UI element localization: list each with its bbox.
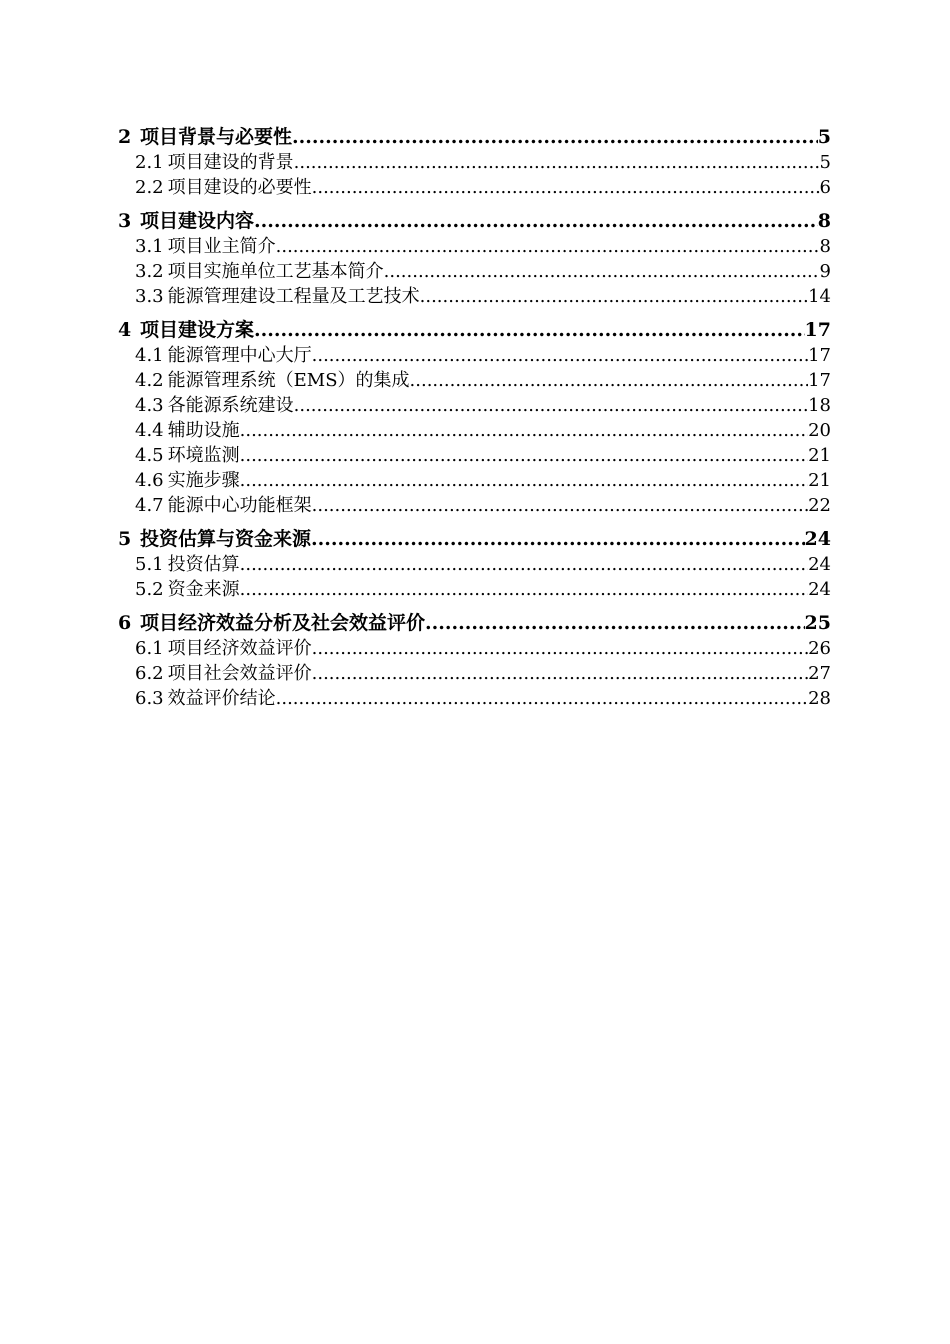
toc-entry-3[interactable] — [118, 208, 831, 234]
toc-page-number: 17 — [808, 345, 831, 366]
toc-entry-title: 4.7 能源中心功能框架 — [135, 495, 312, 516]
toc-page-number: 28 — [808, 688, 831, 709]
toc-page-number: 14 — [808, 286, 831, 307]
toc-page-number: 27 — [808, 663, 831, 684]
toc-entry-5-2[interactable] — [118, 577, 831, 602]
dot-leader — [312, 493, 808, 518]
toc-entry-6[interactable] — [118, 610, 831, 636]
toc-entry-6-3[interactable] — [118, 686, 831, 711]
toc-page-number: 17 — [808, 370, 831, 391]
dot-leader — [240, 468, 808, 493]
dot-leader — [240, 577, 808, 602]
dot-leader — [240, 552, 808, 577]
dot-leader — [312, 343, 808, 368]
toc-entry-4-2[interactable] — [118, 368, 831, 393]
toc-entry-title: 6.1 项目经济效益评价 — [135, 638, 312, 659]
toc-entry-5[interactable] — [118, 526, 831, 552]
toc-entry-4-7[interactable] — [118, 493, 831, 518]
toc-entry-4-5[interactable] — [118, 443, 831, 468]
toc-entry-title: 4.3 各能源系统建设 — [135, 395, 294, 416]
toc-entry-4-3[interactable] — [118, 393, 831, 418]
toc-entry-title: 2.1 项目建设的背景 — [135, 152, 294, 173]
toc-entry-title: 4.2 能源管理系统（EMS）的集成 — [135, 370, 410, 391]
toc-page-number: 9 — [819, 261, 831, 282]
toc-entry-title: 4 项目建设方案 — [118, 319, 255, 341]
dot-leader — [420, 284, 808, 309]
toc-page-number: 26 — [808, 638, 831, 659]
toc-page-number: 8 — [817, 210, 831, 232]
toc-page-number: 22 — [808, 495, 831, 516]
toc-page-number: 25 — [804, 612, 831, 634]
toc-page-number: 5 — [817, 126, 831, 148]
toc-entry-title: 2 项目背景与必要性 — [118, 126, 293, 148]
dot-leader — [240, 443, 808, 468]
toc-entry-6-1[interactable] — [118, 636, 831, 661]
toc-page-number: 5 — [819, 152, 831, 173]
dot-leader — [276, 686, 808, 711]
toc-entry-title: 3.3 能源管理建设工程量及工艺技术 — [135, 286, 420, 307]
toc-page-number: 21 — [808, 445, 831, 466]
dot-leader — [294, 393, 808, 418]
toc-entry-2-2[interactable] — [118, 175, 831, 200]
dot-leader — [410, 368, 809, 393]
toc-page-number: 18 — [808, 395, 831, 416]
dot-leader — [254, 208, 818, 234]
toc-entry-4[interactable] — [118, 317, 831, 343]
toc-entry-4-4[interactable] — [118, 418, 831, 443]
toc-entry-title: 5.2 资金来源 — [135, 579, 240, 600]
toc-entry-title: 4.1 能源管理中心大厅 — [135, 345, 312, 366]
toc-page-number: 8 — [819, 236, 831, 257]
dot-leader — [294, 150, 820, 175]
toc-entry-title: 3.2 项目实施单位工艺基本简介 — [135, 261, 384, 282]
dot-leader — [254, 317, 805, 343]
dot-leader — [311, 526, 805, 552]
toc-page-number: 20 — [808, 420, 831, 441]
toc-page-number: 17 — [804, 319, 831, 341]
dot-leader — [312, 661, 808, 686]
toc-entry-title: 3 项目建设内容 — [118, 210, 255, 232]
dot-leader — [292, 124, 818, 150]
toc-entry-4-6[interactable] — [118, 468, 831, 493]
toc-entry-title: 6 项目经济效益分析及社会效益评价 — [118, 612, 426, 634]
toc-entry-title: 5.1 投资估算 — [135, 554, 240, 575]
toc-entry-3-1[interactable] — [118, 234, 831, 259]
toc-entry-title: 5 投资估算与资金来源 — [118, 528, 312, 550]
toc-entry-title: 6.3 效益评价结论 — [135, 688, 276, 709]
table-of-contents — [118, 124, 831, 711]
toc-page-number: 6 — [819, 177, 831, 198]
dot-leader — [384, 259, 820, 284]
dot-leader — [425, 610, 805, 636]
toc-entry-3-3[interactable] — [118, 284, 831, 309]
toc-page-number: 21 — [808, 470, 831, 491]
toc-entry-5-1[interactable] — [118, 552, 831, 577]
toc-entry-title: 6.2 项目社会效益评价 — [135, 663, 312, 684]
toc-page-number: 24 — [808, 579, 831, 600]
toc-entry-title: 2.2 项目建设的必要性 — [135, 177, 312, 198]
toc-entry-2-1[interactable] — [118, 150, 831, 175]
toc-entry-3-2[interactable] — [118, 259, 831, 284]
toc-entry-2[interactable] — [118, 124, 831, 150]
dot-leader — [312, 175, 820, 200]
dot-leader — [312, 636, 808, 661]
toc-entry-title: 4.6 实施步骤 — [135, 470, 240, 491]
toc-entry-title: 4.5 环境监测 — [135, 445, 240, 466]
dot-leader — [240, 418, 808, 443]
toc-entry-title: 4.4 辅助设施 — [135, 420, 240, 441]
toc-page-number: 24 — [808, 554, 831, 575]
toc-entry-title: 3.1 项目业主简介 — [135, 236, 276, 257]
toc-entry-6-2[interactable] — [118, 661, 831, 686]
toc-page-number: 24 — [804, 528, 831, 550]
dot-leader — [276, 234, 820, 259]
toc-entry-4-1[interactable] — [118, 343, 831, 368]
